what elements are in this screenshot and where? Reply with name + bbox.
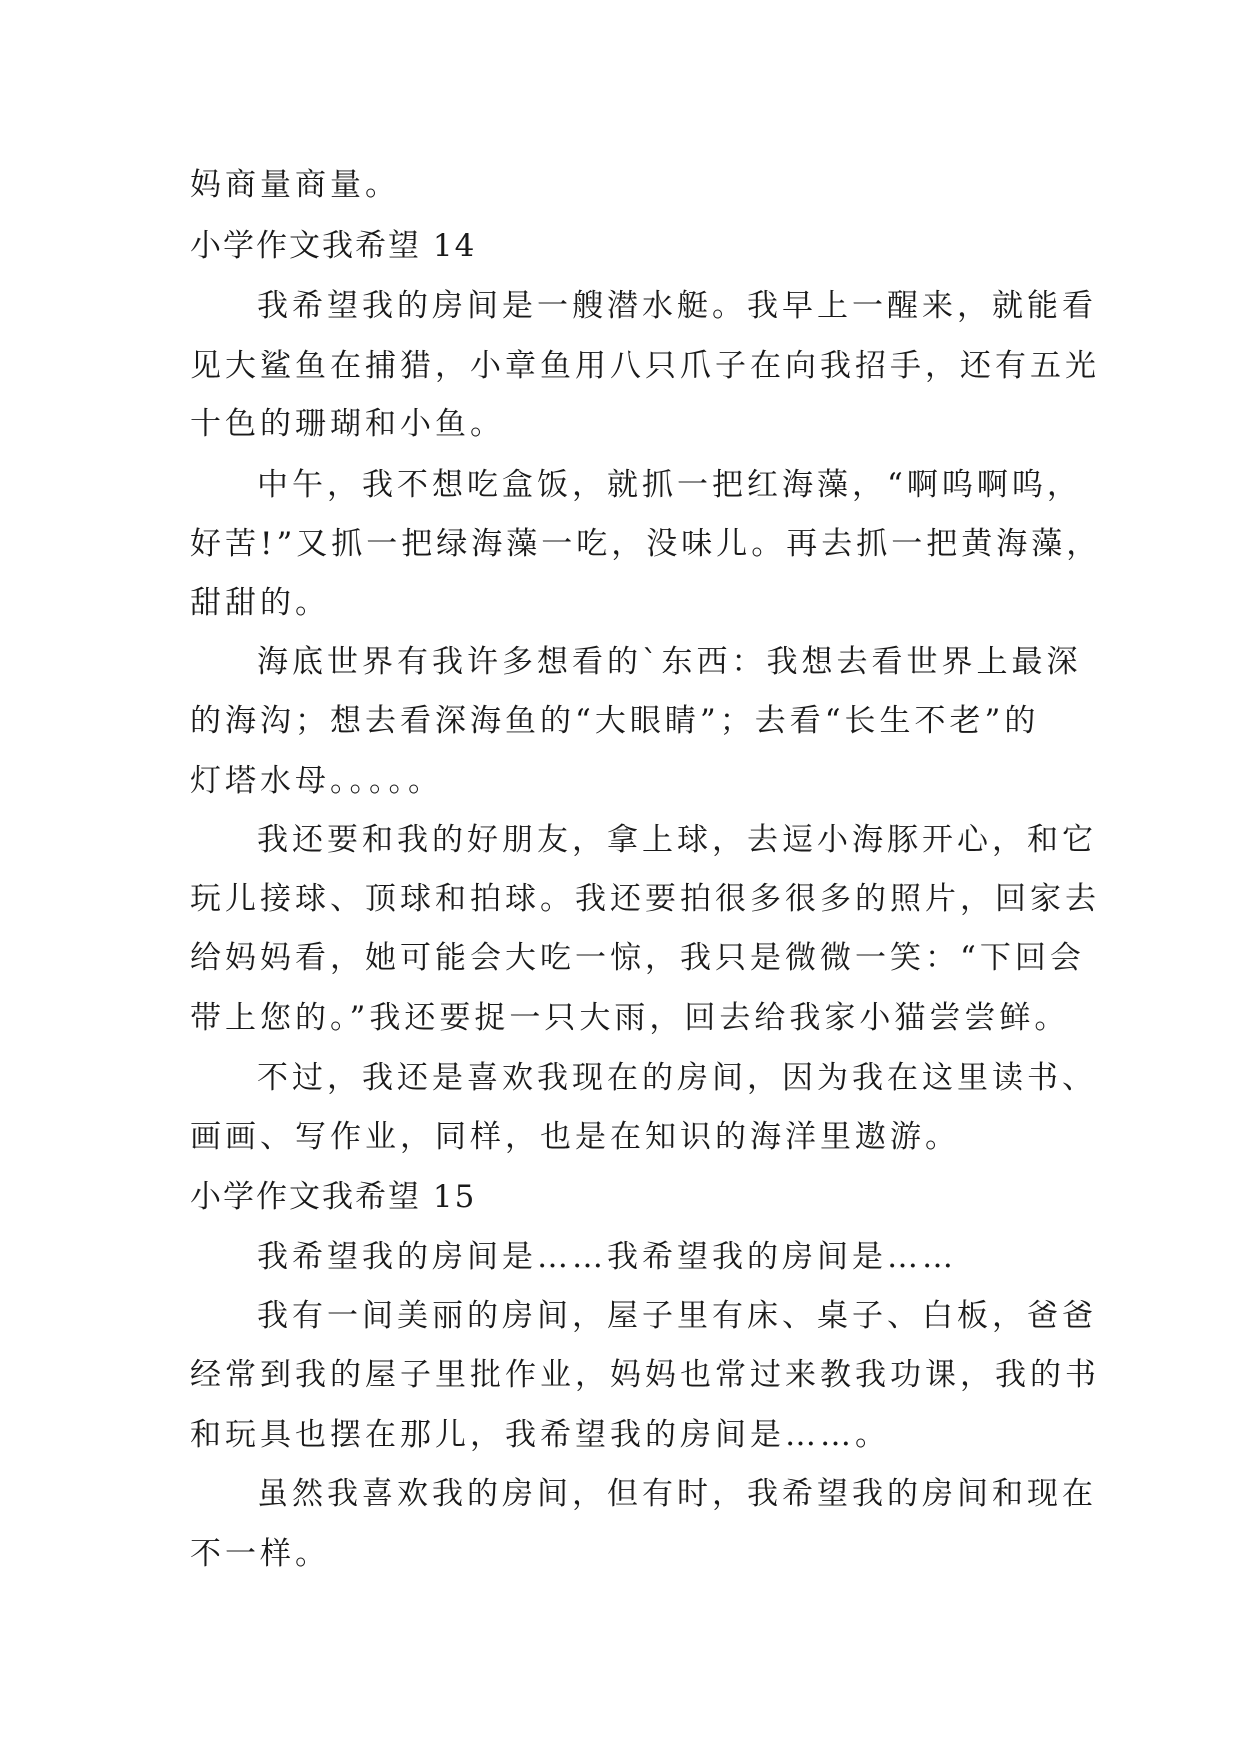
paragraph-line: 玩儿接球、顶球和拍球。我还要拍很多很多的照片，回家去: [190, 881, 1100, 917]
paragraph-line: 和玩具也摆在那儿，我希望我的房间是……。: [190, 1417, 890, 1453]
paragraph-line: 不过，我还是喜欢我现在的房间，因为我在这里读书、: [257, 1060, 1097, 1096]
paragraph-line: 妈商量商量。: [190, 167, 400, 203]
paragraph-line: 画画、写作业，同样，也是在知识的海洋里遨游。: [190, 1119, 960, 1155]
paragraph-line: 我有一间美丽的房间，屋子里有床、桌子、白板，爸爸: [257, 1298, 1097, 1334]
paragraph-line: 见大鲨鱼在捕猎，小章鱼用八只爪子在向我招手，还有五光: [190, 348, 1100, 384]
section-heading: 小学作文我希望 14: [190, 228, 477, 264]
paragraph-line: 我希望我的房间是一艘潜水艇。我早上一醒来，就能看: [257, 288, 1097, 324]
paragraph-line: 甜甜的。: [190, 585, 330, 621]
paragraph-line: 不一样。: [190, 1536, 330, 1572]
paragraph-line: 我希望我的房间是……我希望我的房间是……: [257, 1239, 957, 1275]
paragraph-line: 十色的珊瑚和小鱼。: [190, 406, 505, 442]
paragraph-line: 经常到我的屋子里批作业，妈妈也常过来教我功课，我的书: [190, 1357, 1100, 1393]
paragraph-line: 的海沟；想去看深海鱼的“大眼睛”；去看“长生不老”的: [190, 703, 1040, 739]
paragraph-line: 虽然我喜欢我的房间，但有时，我希望我的房间和现在: [257, 1476, 1097, 1512]
paragraph-line: 中午，我不想吃盒饭，就抓一把红海藻，“啊呜啊呜，: [257, 467, 1082, 503]
paragraph-line: 海底世界有我许多想看的`东西：我想去看世界上最深: [257, 644, 1082, 680]
paragraph-line: 我还要和我的好朋友，拿上球，去逗小海豚开心，和它: [257, 822, 1097, 858]
paragraph-line: 带上您的。”我还要捉一只大雨，回去给我家小猫尝尝鲜。: [190, 1000, 1070, 1036]
paragraph-line: 好苦!”又抓一把绿海藻一吃，没味儿。再去抓一把黄海藻，: [190, 526, 1102, 562]
paragraph-line: 给妈妈看，她可能会大吃一惊，我只是微微一笑：“下回会: [190, 940, 1085, 976]
paragraph-line: 灯塔水母。。。。。: [190, 763, 443, 799]
section-heading: 小学作文我希望 15: [190, 1179, 477, 1215]
